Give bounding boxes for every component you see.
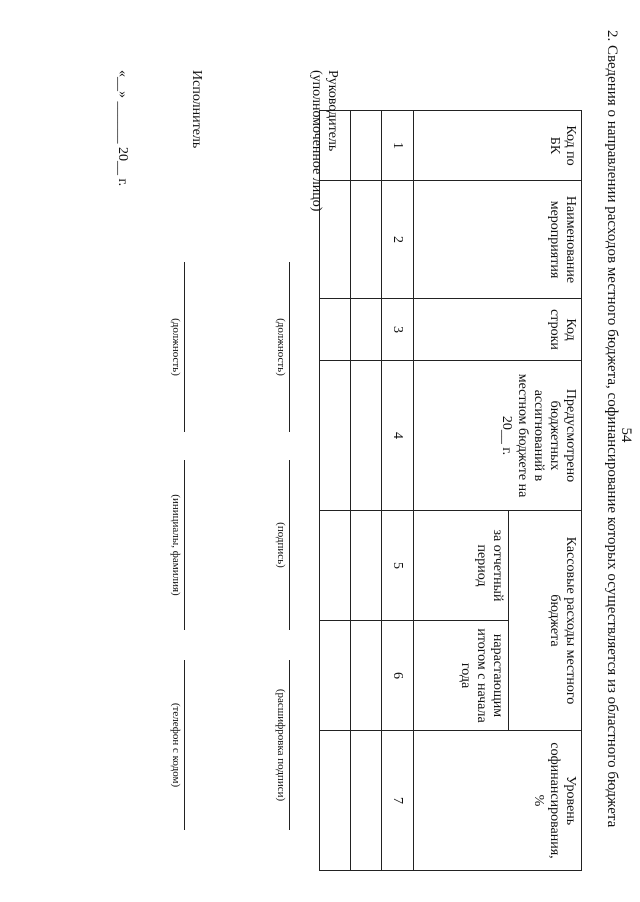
table-cell xyxy=(320,621,351,731)
header-row-code: Код строки xyxy=(414,299,582,361)
header-for-period: за отчетный период xyxy=(414,511,509,621)
column-number: 6 xyxy=(382,621,414,731)
header-planned: Предусмотрено бюджетных ассигнований в местном бюджете на 20__ г. xyxy=(414,361,582,511)
table-cell xyxy=(351,111,382,181)
head-decode-line xyxy=(289,660,290,830)
table-cell xyxy=(320,731,351,871)
head-signature-line xyxy=(289,460,290,630)
column-number: 5 xyxy=(382,511,414,621)
executor-caption-name: (инициалы, фамилия) xyxy=(170,494,182,596)
table-row xyxy=(351,111,382,871)
executor-caption-phone: (телефон с кодом) xyxy=(170,702,182,788)
header-cash-expenses: Кассовые расходы местного бюджета xyxy=(509,511,582,731)
header-cofinancing: Уровень софинансирования, % xyxy=(414,731,582,871)
column-number: 2 xyxy=(382,181,414,299)
executor-phone-line xyxy=(184,660,185,830)
head-position-line xyxy=(289,262,290,432)
column-number: 3 xyxy=(382,299,414,361)
executor-caption-position: (должность) xyxy=(170,318,182,376)
executor-position-line xyxy=(184,262,185,432)
section-title: 2. Сведения о направлении расходов местного бюджета, софинансирование которых осуществляется из областного бюджета xyxy=(604,30,620,828)
header-cumulative: нарастающим итогом с начала года xyxy=(414,621,509,731)
column-number: 7 xyxy=(382,731,414,871)
table-cell xyxy=(351,181,382,299)
head-caption-signature: (подпись) xyxy=(275,522,287,568)
table-cell xyxy=(351,361,382,511)
header-event-name: Наименование мероприятия xyxy=(414,181,582,299)
head-caption-position: (должность) xyxy=(275,318,287,376)
table-cell xyxy=(351,621,382,731)
head-caption-decode: (расшифровка подписи) xyxy=(275,688,287,802)
table-row xyxy=(320,111,351,871)
page-number: 54 xyxy=(618,427,634,443)
executor-name-line xyxy=(184,460,185,630)
column-number: 4 xyxy=(382,361,414,511)
table-cell xyxy=(320,361,351,511)
table-cell xyxy=(320,511,351,621)
table-cell xyxy=(320,299,351,361)
column-number: 1 xyxy=(382,111,414,181)
executor-label: Исполнитель xyxy=(189,70,204,149)
date-line: «__» ______ 20__ г. xyxy=(115,70,130,187)
table-cell xyxy=(351,511,382,621)
table-cell xyxy=(351,731,382,871)
report-table xyxy=(319,110,582,871)
table-cell xyxy=(351,299,382,361)
header-code-bk: Код по БК xyxy=(414,111,582,181)
head-label: Руководитель (уполномоченное лицо) xyxy=(309,70,340,212)
